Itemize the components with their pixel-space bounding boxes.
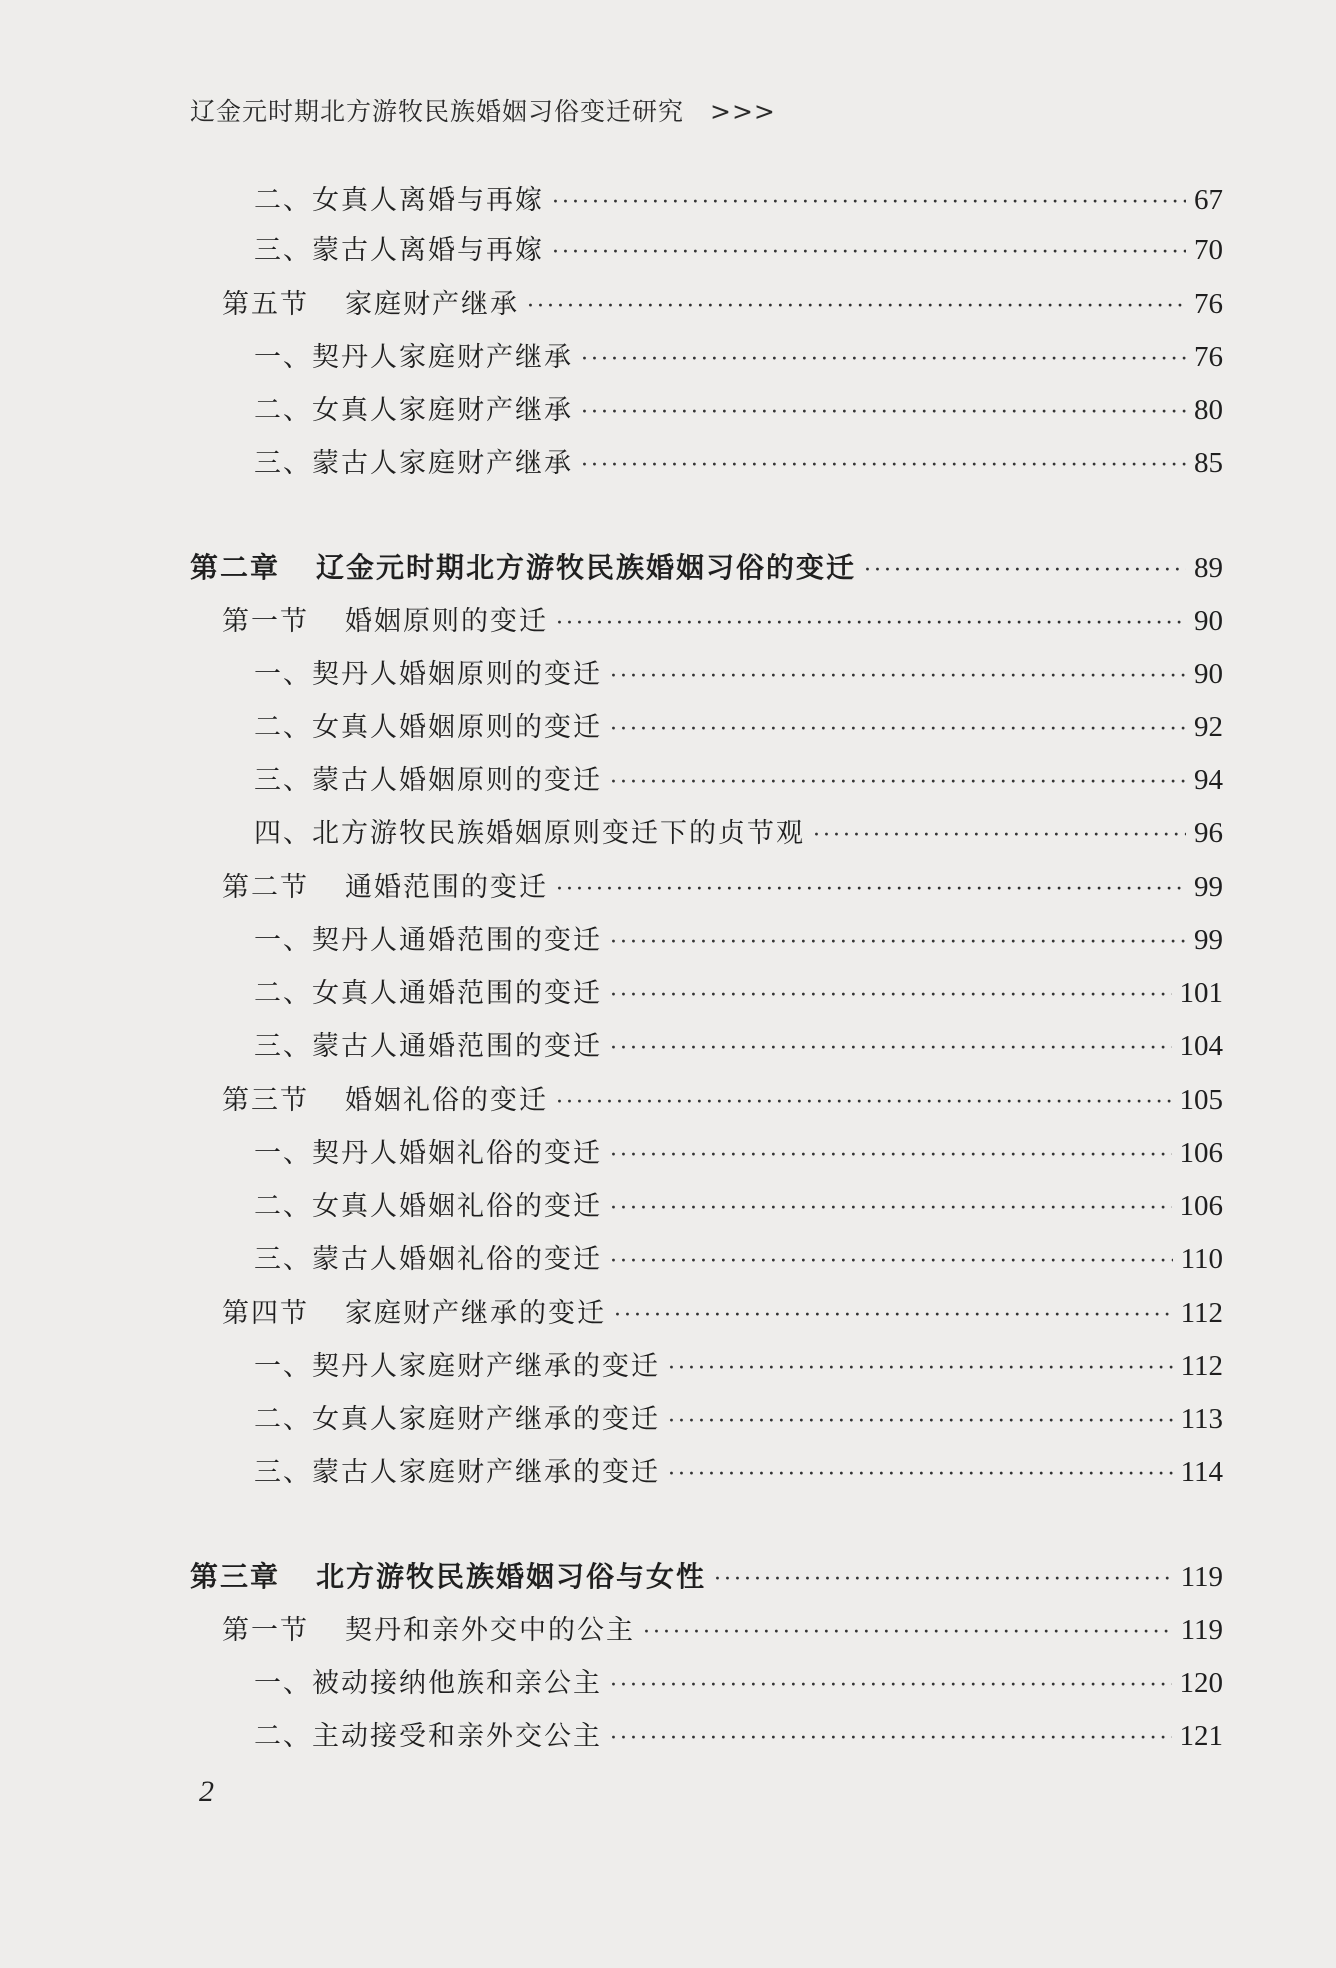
toc-page-number: 114: [1180, 1456, 1223, 1488]
toc-entry-section: [222, 282, 1223, 322]
toc-entry-item: [254, 758, 1223, 798]
toc-entry-item: [254, 652, 1223, 692]
toc-page-number: 89: [1194, 552, 1223, 584]
toc-entry-section: [222, 865, 1223, 905]
toc-page-number: 113: [1180, 1403, 1223, 1435]
dot-leader: [581, 453, 1186, 478]
toc-page-number: 90: [1194, 658, 1223, 690]
dot-leader: [610, 1143, 1172, 1168]
toc-entry-label: 三、蒙古人通婚范围的变迁: [254, 1031, 602, 1062]
toc-entry-label: 一、契丹人通婚范围的变迁: [254, 925, 602, 956]
toc-page-number: 70: [1194, 234, 1223, 266]
toc-entry-label: 三、蒙古人家庭财产继承的变迁: [254, 1457, 660, 1488]
toc-entry-item: [254, 705, 1223, 745]
toc-entry-item: [254, 971, 1223, 1011]
toc-entry-title: 婚姻原则的变迁: [345, 606, 548, 637]
dot-leader: [610, 664, 1186, 689]
toc-entry-item: [254, 1344, 1223, 1384]
toc-entry-number: 第三章: [190, 1560, 281, 1593]
running-header: 辽金元时期北方游牧民族婚姻习俗变迁研究 >>>: [190, 97, 776, 126]
toc-page-number: 119: [1180, 1561, 1223, 1593]
dot-leader: [610, 1249, 1173, 1274]
toc-entry-label: 二、女真人通婚范围的变迁: [254, 978, 602, 1009]
toc-entry-number: 第五节: [222, 289, 309, 320]
dot-leader: [610, 983, 1172, 1008]
toc-entry-label: 二、主动接受和亲外交公主: [254, 1721, 602, 1752]
dot-leader: [668, 1409, 1173, 1434]
toc-entry-label: 二、女真人婚姻原则的变迁: [254, 712, 602, 743]
toc-page-number: 106: [1179, 1137, 1223, 1169]
toc-entry-number: 第四节: [222, 1298, 309, 1329]
toc-page-number: 101: [1179, 977, 1223, 1009]
toc-page-number: 104: [1179, 1030, 1223, 1062]
dot-leader: [556, 611, 1186, 636]
toc-entry-item: [254, 1131, 1223, 1171]
dot-leader: [864, 558, 1186, 583]
toc-entry-section: [222, 1608, 1223, 1648]
toc-entry-title: 通婚范围的变迁: [345, 872, 548, 903]
dot-leader: [610, 930, 1186, 955]
toc-page-number: 76: [1194, 341, 1223, 373]
dot-leader: [610, 1673, 1172, 1698]
toc-entry-chapter: [190, 546, 1223, 586]
toc-page-number: 80: [1194, 394, 1223, 426]
dot-leader: [552, 240, 1186, 265]
toc-page-number: 105: [1179, 1084, 1223, 1116]
toc-page-number: 120: [1179, 1667, 1223, 1699]
dot-leader: [610, 1036, 1172, 1061]
toc-page-number: 96: [1194, 817, 1223, 849]
toc-entry-number: 第一节: [222, 606, 309, 637]
toc-entry-title: 婚姻礼俗的变迁: [345, 1085, 548, 1116]
toc-entry-item: [254, 388, 1223, 428]
toc-page-number: 112: [1180, 1350, 1223, 1382]
toc-page-number: 92: [1194, 711, 1223, 743]
toc-entry-label: 三、蒙古人婚姻礼俗的变迁: [254, 1244, 602, 1275]
toc-page-number: 110: [1180, 1243, 1223, 1275]
toc-entry-label: 一、被动接纳他族和亲公主: [254, 1668, 602, 1699]
toc-entry-item: [254, 1237, 1223, 1277]
toc-entry-label: 一、契丹人家庭财产继承: [254, 342, 573, 373]
toc-entry-item: [254, 1714, 1223, 1754]
dot-leader: [556, 1090, 1172, 1115]
toc-entry-label: 二、女真人离婚与再嫁: [254, 185, 544, 216]
dot-leader: [610, 770, 1186, 795]
dot-leader: [714, 1567, 1173, 1592]
toc-entry-item: [254, 1024, 1223, 1064]
toc-page-number: 119: [1180, 1614, 1223, 1646]
toc-entry-title: 家庭财产继承的变迁: [345, 1298, 606, 1329]
toc-entry-number: 第一节: [222, 1615, 309, 1646]
toc-entry-label: 二、女真人家庭财产继承的变迁: [254, 1404, 660, 1435]
toc-page-number: 106: [1179, 1190, 1223, 1222]
toc-entry-label: 三、蒙古人婚姻原则的变迁: [254, 765, 602, 796]
toc-entry-item: [254, 228, 1223, 268]
dot-leader: [610, 717, 1186, 742]
toc-entry-chapter: [190, 1555, 1223, 1595]
toc-entry-label: 二、女真人婚姻礼俗的变迁: [254, 1191, 602, 1222]
toc-page-number: 67: [1194, 184, 1223, 216]
toc-page-number: 112: [1180, 1297, 1223, 1329]
toc-entry-item: [254, 1397, 1223, 1437]
toc-entry-item: [254, 1184, 1223, 1224]
toc-entry-section: [222, 599, 1223, 639]
toc-entry-item: [254, 811, 1223, 851]
toc-page-number: 99: [1194, 924, 1223, 956]
toc-entry-item: [254, 335, 1223, 375]
toc-page-number: 90: [1194, 605, 1223, 637]
toc-page-number: 99: [1194, 871, 1223, 903]
toc-entry-item: [254, 1661, 1223, 1701]
toc-entry-label: 三、蒙古人家庭财产继承: [254, 448, 573, 479]
dot-leader: [552, 190, 1186, 215]
toc-entry-number: 第二节: [222, 872, 309, 903]
dot-leader: [610, 1726, 1172, 1751]
toc-entry-label: 四、北方游牧民族婚姻原则变迁下的贞节观: [254, 818, 805, 849]
dot-leader: [581, 400, 1186, 425]
dot-leader: [556, 877, 1186, 902]
toc-entry-number: 第三节: [222, 1085, 309, 1116]
dot-leader: [668, 1462, 1173, 1487]
toc-page-number: 121: [1179, 1720, 1223, 1752]
toc-entry-item: [254, 178, 1223, 218]
toc-entry-title: 契丹和亲外交中的公主: [345, 1615, 635, 1646]
dot-leader: [643, 1620, 1173, 1645]
toc-entry-label: 一、契丹人婚姻原则的变迁: [254, 659, 602, 690]
toc-entry-label: 一、契丹人家庭财产继承的变迁: [254, 1351, 660, 1382]
toc-entry-label: 二、女真人家庭财产继承: [254, 395, 573, 426]
toc-entry-item: [254, 441, 1223, 481]
dot-leader: [610, 1196, 1172, 1221]
toc-entry-title: 家庭财产继承: [345, 289, 519, 320]
toc-entry-number: 第二章: [190, 551, 281, 584]
toc-entry-section: [222, 1291, 1223, 1331]
toc-page-number: 94: [1194, 764, 1223, 796]
toc-entry-title: 北方游牧民族婚姻习俗与女性: [316, 1560, 707, 1593]
toc-entry-title: 辽金元时期北方游牧民族婚姻习俗的变迁: [316, 551, 857, 584]
dot-leader: [581, 347, 1186, 372]
toc-entry-label: 一、契丹人婚姻礼俗的变迁: [254, 1138, 602, 1169]
toc-entry-section: [222, 1078, 1223, 1118]
toc-page-number: 85: [1194, 447, 1223, 479]
toc-entry-label: 三、蒙古人离婚与再嫁: [254, 235, 544, 266]
dot-leader: [668, 1356, 1173, 1381]
dot-leader: [614, 1303, 1173, 1328]
page-number: 2: [199, 1775, 214, 1808]
dot-leader: [527, 294, 1186, 319]
dot-leader: [813, 823, 1186, 848]
toc-entry-item: [254, 1450, 1223, 1490]
toc-entry-item: [254, 918, 1223, 958]
toc-page-number: 76: [1194, 288, 1223, 320]
